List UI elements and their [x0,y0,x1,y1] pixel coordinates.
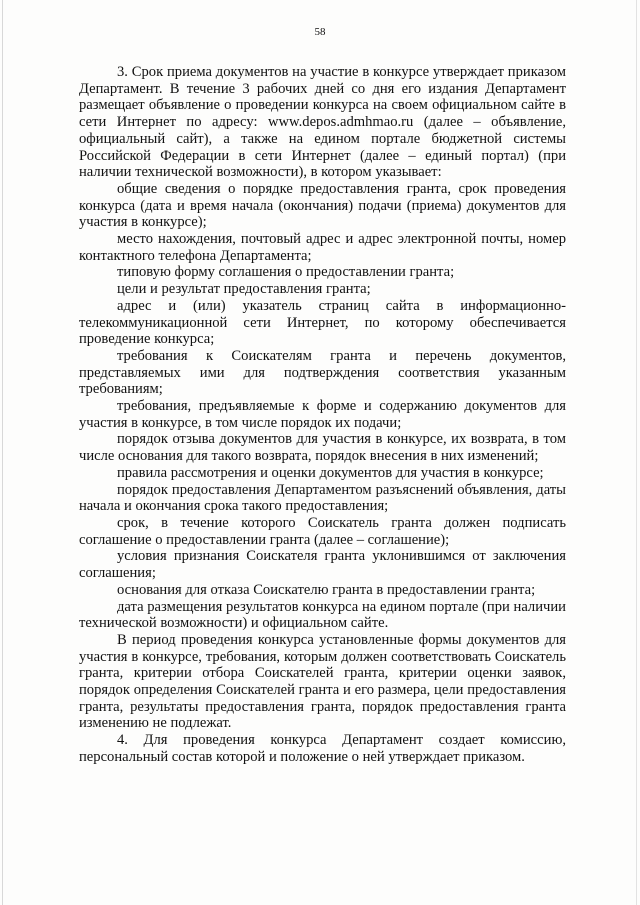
paragraph-location: место нахождения, почтовый адрес и адрес электронной почты, номер контактного телефона Департамента; [79,231,566,264]
paragraph-applicant-requirements: требования к Соискателям гранта и перечень документов, представляемых ими для подтверждения соответствия указанным требованиям; [79,347,566,398]
paragraph-withdrawal: порядок отзыва документов для участия в конкурсе, их возврата, в том числе основания для такого возврата, порядок внесения в них изменений; [79,431,566,465]
scan-edge-right [636,0,637,905]
paragraph-agreement-form: типовую форму соглашения о предоставлении гранта; [117,264,455,281]
paragraph-site-address: адрес и (или) указатель страниц сайта в информационно-телекоммуникационной сети Интернет, по которому обеспечивается проведение конкурса; [79,297,566,348]
page-number: 58 [314,26,326,38]
paragraph-refusal-grounds: основания для отказа Соискателю гранта в предоставлении гранта; [117,581,536,598]
paragraph-evaluation-rules: правила рассмотрения и оценки документов для участия в конкурсе; [117,464,544,481]
document-body [79,64,566,766]
paragraph-no-changes: В период проведения конкурса установленные формы документов для участия в конкурсе, требования, которым должен соответствовать Соискатель гранта, критерии отбора Соискателей гранта, критерии оценки заявок, порядок определения Соискателей гранта и его размера, цели предоставления гранта, результаты предоставления гранта, порядок предоставления гранта изменению не подлежат. [79,631,566,732]
paragraph-goals: цели и результат предоставления гранта; [117,281,371,298]
paragraph-signing-term: срок, в течение которого Соискатель гранта должен подписать соглашение о предоставлении гранта (далее – соглашение); [79,514,566,548]
paragraph-clause-3: 3. Срок приема документов на участие в конкурсе утверждает приказом Департамент. В течение 3 рабочих дней со дня его издания Департамент размещает объявление о проведении конкурса на своем официальном сайте в сети Интернет по адресу: www.depos.admhmao.ru (далее – объявление, официальный сайт), а также на едином портале бюджетной системы Российской Федерации в сети Интернет (далее – единый портал) (при наличии технической возможности), в котором указывает: [79,64,566,181]
paragraph-clarifications: порядок предоставления Департаментом разъяснений объявления, даты начала и окончания срока такого предоставления; [79,481,566,515]
paragraph-document-requirements: требования, предъявляемые к форме и содержанию документов для участия в конкурсе, в том числе порядок их подачи; [79,398,566,431]
paragraph-results-date: дата размещения результатов конкурса на едином портале (при наличии технической возможности) и официальном сайте. [79,598,566,632]
paragraph-evasion-conditions: условия признания Соискателя гранта уклонившимся от заключения соглашения; [79,548,566,582]
paragraph-clause-4: 4. Для проведения конкурса Департамент создает комиссию, персональный состав которой и положение о ней утверждает приказом. [79,732,566,765]
paragraph-general-info: общие сведения о порядке предоставления гранта, срок проведения конкурса (дата и время начала (окончания) подачи (приема) документов для участия в конкурсе); [79,180,566,231]
scan-edge-left [2,0,3,905]
